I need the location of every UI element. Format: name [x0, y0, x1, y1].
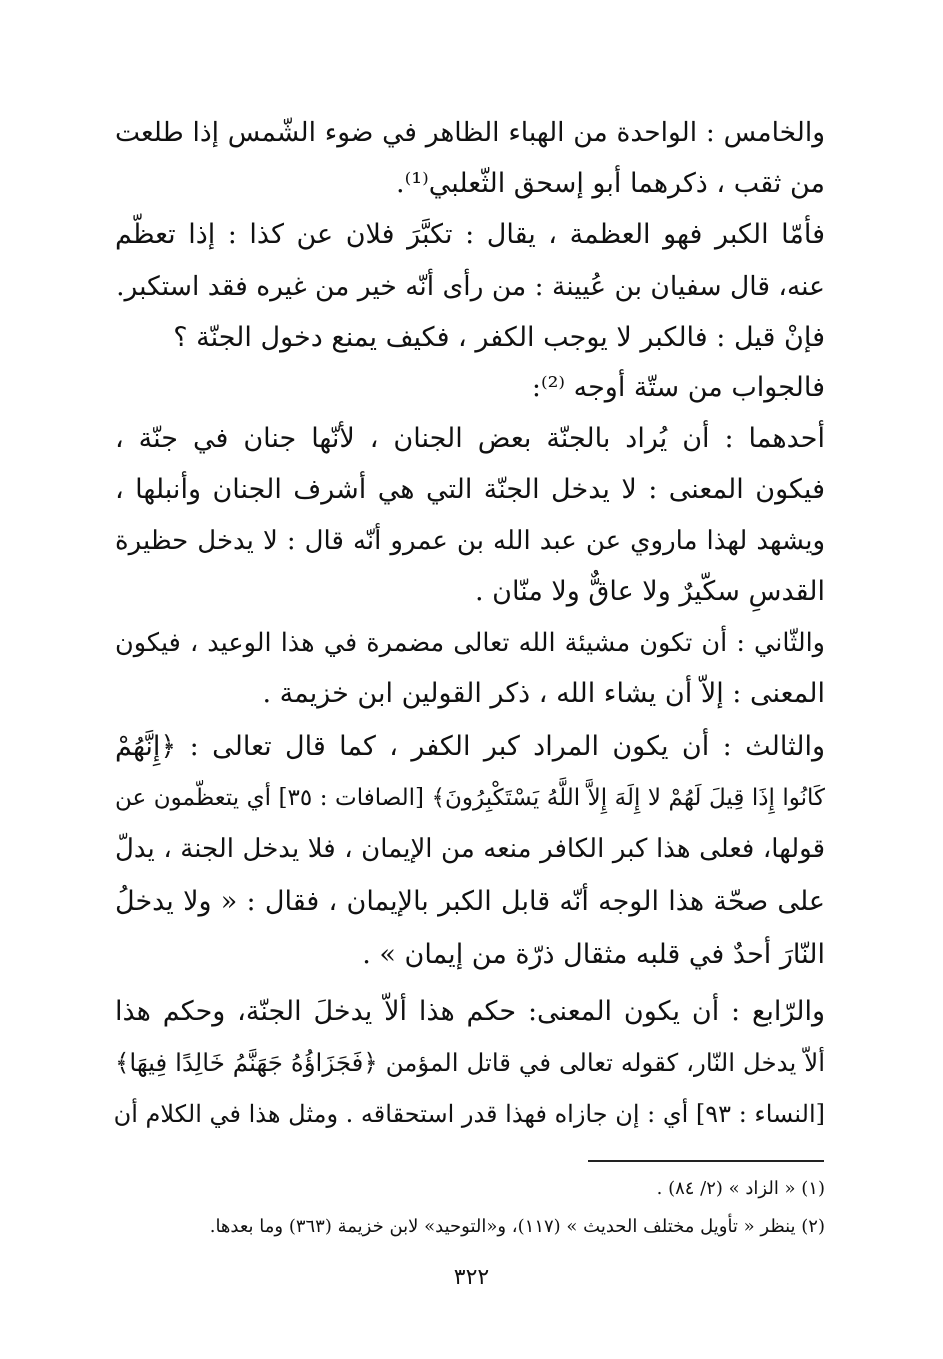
text-line: والثّاني : أن تكون مشيئة الله تعالى مضمرة في هذا الوعيد ، فيكون — [115, 628, 825, 658]
text-line: كَانُوا إِذَا قِيلَ لَهُمْ لا إِلَهَ إِلاَّ اللَّهُ يَسْتَكْبِرُونَ﴾ [الصافات : ٣٥] أي يتعظّمون عن — [115, 785, 826, 811]
text-line: عنه، قال سفيان بن عُيينة : من رأى أنّه خير من غيره فقد استكبر. — [116, 271, 825, 302]
text-line: المعنى : إلاّ أن يشاء الله ، ذكر القولين ابن خزيمة . — [262, 678, 825, 709]
text-line: فيكون المعنى : لا يدخل الجنّة التي هي أشرف الجنان وأنبلها ، — [115, 474, 825, 505]
text-line: والثالث : أن يكون المراد كبر الكفر ، كما قال تعالى : ﴿إِنَّهُمْ — [115, 731, 825, 762]
text-line: على صحّة هذا الوجه أنّه قابل الكبر بالإيمان ، فقال : « ولا يدخلُ — [115, 886, 825, 917]
text-line: فإنْ قيل : فالكبر لا يوجب الكفر ، فكيف يمنع دخول الجنّة ؟ — [173, 322, 825, 353]
text-line: أحدهما : أن يُراد بالجنّة بعض الجنان ، لأنّها جنان في جنّة ، — [115, 423, 825, 454]
text-line: والرّابع : أن يكون المعنى: حكم هذا ألاّ يدخلَ الجنّة، وحكم هذا — [115, 996, 825, 1027]
text-line: القدسِ سكّيرٌ ولا عاقٌّ ولا منّان . — [475, 576, 825, 607]
footnote: (٢) ينظر « تأويل مختلف الحديث » (١١٧)، و«التوحيد» لابن خزيمة (٣٦٣) وما بعدها. — [209, 1216, 825, 1237]
text-line: ويشهد لهذا ماروي عن عبد الله بن عمرو أنّه قال : لا يدخل حظيرة — [115, 526, 825, 556]
page-number: ٣٢٢ — [453, 1265, 490, 1290]
text-line: فالجواب من ستّة أوجه ⁽²⁾: — [531, 372, 825, 403]
text-line: [النساء : ٩٣] أي : إن جازاه فهذا قدر استحقاقه . ومثل هذا في الكلام أن — [113, 1100, 825, 1128]
footnote-divider — [588, 1160, 824, 1162]
footnote: (١) « الزاد » (٢/ ٨٤) . — [656, 1178, 825, 1199]
text-line: ألاّ يدخل النّار، كقوله تعالى في قاتل المؤمن ﴿فَجَزَاؤُهُ جَهَنَّمُ خَالِدًا فِيهَا﴾ — [115, 1048, 825, 1077]
text-line: قولها، فعلى هذا كبر الكافر منعه من الإيمان ، فلا يدخل الجنة ، يدلّ — [115, 834, 825, 864]
text-line: النّارَ أحدٌ في قلبه مثقال ذرّة من إيمان » . — [362, 939, 825, 970]
text-line: من ثقب ، ذكرهما أبو إسحق الثّعلبي⁽¹⁾. — [396, 168, 825, 199]
text-line: فأمّا الكبر فهو العظمة ، يقال : تكبَّرَ فلان عن كذا : إذا تعظّم — [115, 219, 825, 250]
text-line: والخامس : الواحدة من الهباء الظاهر في ضوء الشّمس إذا طلعت — [115, 117, 825, 148]
